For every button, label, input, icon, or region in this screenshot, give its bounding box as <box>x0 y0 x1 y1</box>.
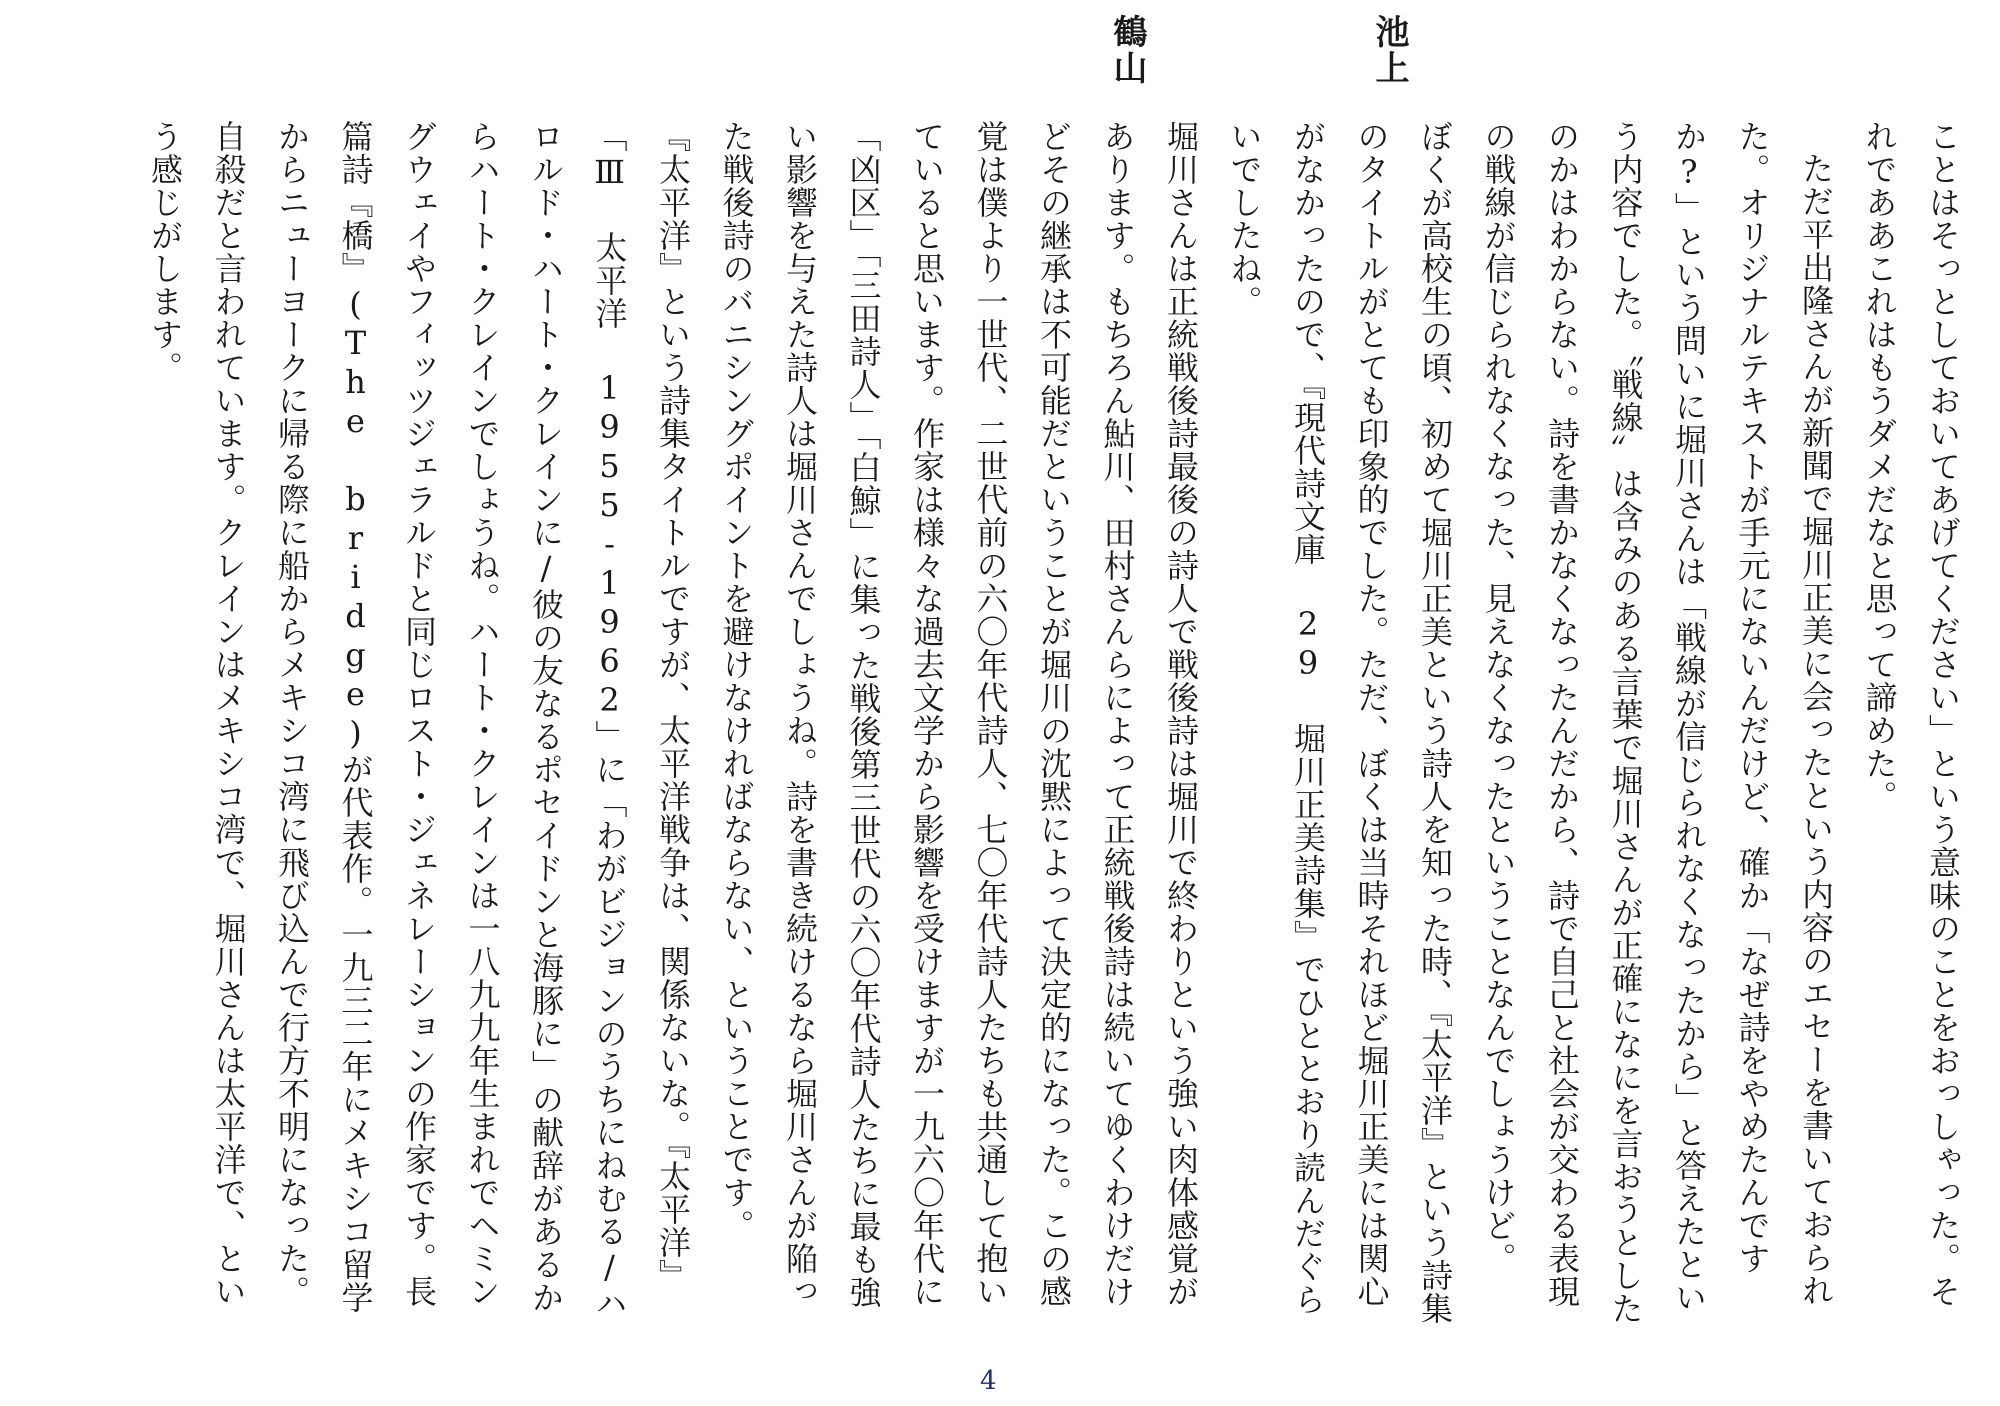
paragraph: 『太平洋』という詩集タイトルですが、太平洋戦争は、関係ないな。『太平洋』「Ⅲ 太平洋 1955-1962」に「わがビジョンのうちにねむる/ハロルド・ハート・クレインに/彼の友なるポセイドンと海豚に」の献辞があるからハート・クレインでしょうね。ハート・クレインは一八九九年生まれでヘミングウェイやフィッツジェラルドと同じロスト・ジェネレーションの作家です。長篇詩『橋』(The bridge)が代表作。一九三二年にメキシコ留学からニューヨークに帰る際に船からメキシコ湾に飛び込んで行方不明になった。自殺だと言われています。クレインはメキシコ湾で、堀川さんは太平洋で、という感じがします。 <box>146 120 692 1320</box>
paragraph: ぼくが高校生の頃、初めて堀川正美という詩人を知った時、『太平洋』という詩集のタイトルがとても印象的でした。ただ、ぼくは当時それほど堀川正美には関心がなかったので、『現代詩文庫 29 堀川正美詩集』でひととおり読んだぐらいでしたね。 <box>1225 120 1454 1325</box>
page-number: 4 <box>980 1366 997 1396</box>
vertical-text-body <box>26 120 1974 1340</box>
paragraph: 堀川さんは正統戦後詩最後の詩人で戦後詩は堀川で終わりという強い肉体感覚があります。もちろん鮎川、田村さんらによって正統戦後詩は続いてゆくわけだけどその継承は不可能だということが堀川の沈黙によって決定的になった。この感覚は僕より一世代、二世代前の六〇年代詩人、七〇年代詩人たちも共通して抱いていると思います。作家は様々な過去文学から影響を受けますが一九六〇年代に「凶区」「三田詩人」「白鯨」に集った戦後第三世代の六〇年代詩人たちに最も強い影響を与えた詩人は堀川さんでしょうね。詩を書き続けるなら堀川さんが陥った戦後詩のバニシングポイントを避けなければならない、ということです。 <box>717 120 1200 1309</box>
speaker-label-tsuruyama: 鶴山 <box>1107 14 1147 86</box>
speaker-label-ikegami: 池上 <box>1369 14 1409 86</box>
paragraph: ただ平出隆さんが新聞で堀川正美に会ったという内容のエセーを書いておられた。オリジナルテキストが手元にないんだけど、確か「なぜ詩をやめたんですか?」という問いに堀川さんは「戦線が信じられなくなったから」と答えたという内容でした。〝戦線〟は含みのある言葉で堀川さんが正確になにを言おうとしたのかはわからない。詩を書かなくなったんだから、詩で自己と社会が交わる表現の戦線が信じられなくなった、見えなくなったということなんでしょうけど。 <box>1479 120 1835 1325</box>
paragraph: ことはそっとしておいてあげてください」という意味のことをおっしゃった。それでああこれはもうダメだなと思って諦めた。 <box>1860 120 1962 1308</box>
